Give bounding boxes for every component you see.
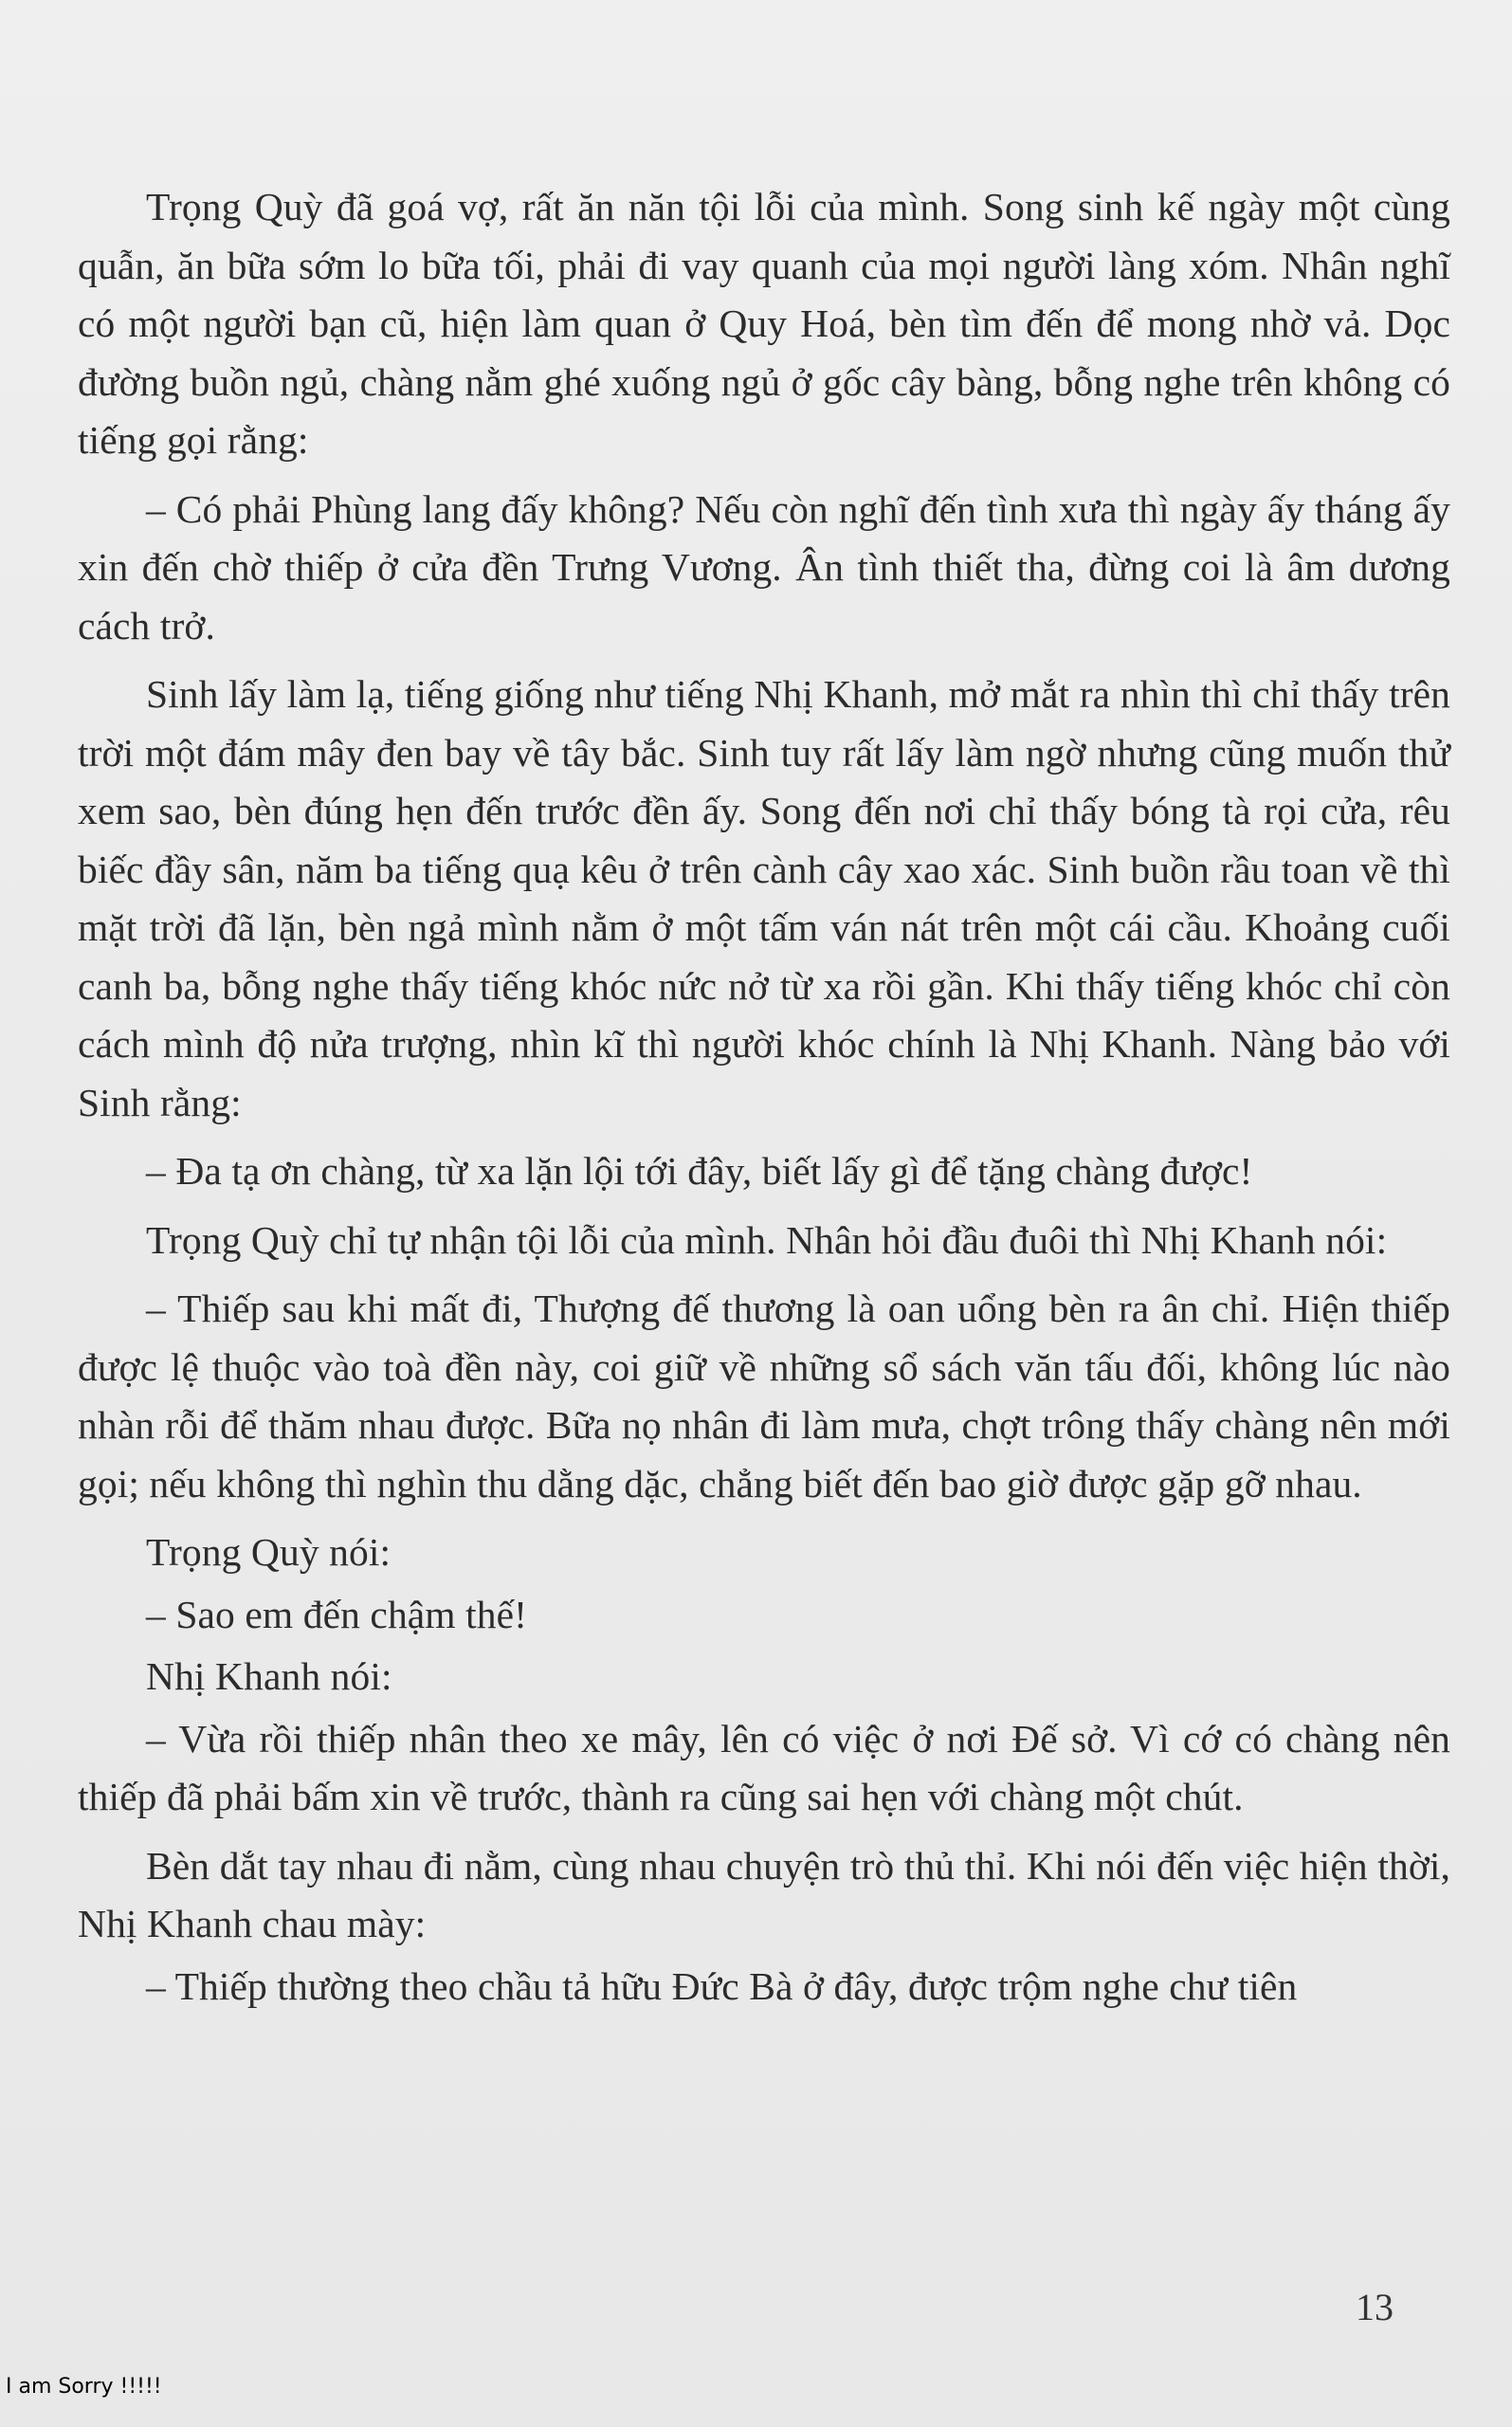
- page-number: 13: [1356, 2286, 1394, 2328]
- paragraph-10: – Vừa rồi thiếp nhân theo xe mây, lên có việc ở nơi Đế sở. Vì cớ có chàng nên thiếp đã phải bấm xin về trước, thành ra cũng sai hẹn với chàng một chút.: [78, 1716, 1450, 1818]
- paragraph-1: Trọng Quỳ đã goá vợ, rất ăn năn tội lỗi của mình. Song sinh kế ngày một cùng quẫn, ăn bữa sớm lo bữa tối, phải đi vay quanh của mọi người làng xóm. Nhân nghĩ có một người bạn cũ, hiện làm quan ở Quy Hoá, bèn tìm đến để mong nhờ vả. Dọc đường buồn ngủ, chàng nằm ghé xuống ngủ ở gốc cây bàng, bỗng nghe trên không có tiếng gọi rằng:: [78, 185, 1450, 462]
- paragraph-4: – Đa tạ ơn chàng, từ xa lặn lội tới đây, biết lấy gì để tặng chàng được!: [146, 1149, 1253, 1193]
- paragraph-5: Trọng Quỳ chỉ tự nhận tội lỗi của mình. Nhân hỏi đầu đuôi thì Nhị Khanh nói:: [146, 1217, 1388, 1262]
- paragraph-6: – Thiếp sau khi mất đi, Thượng đế thương là oan uổng bèn ra ân chỉ. Hiện thiếp được lệ thuộc vào toà đền này, coi giữ về những sổ sách văn tấu đối, không lúc nào nhàn rỗi để thăm nhau được. Bữa nọ nhân đi làm mưa, chợt trông thấy chàng nên mới gọi; nếu không thì nghìn thu dằng dặc, chẳng biết đến bao giờ được gặp gỡ nhau.: [78, 1286, 1450, 1505]
- paragraph-2: – Có phải Phùng lang đấy không? Nếu còn nghĩ đến tình xưa thì ngày ấy tháng ấy xin đến chờ thiếp ở cửa đền Trưng Vương. Ân tình thiết tha, đừng coi là âm dương cách trở.: [78, 486, 1450, 648]
- paragraph-8: – Sao em đến chậm thế!: [146, 1592, 528, 1636]
- caption-text: I am Sorry !!!!!: [6, 2375, 162, 2399]
- paragraph-3: Sinh lấy làm lạ, tiếng giống như tiếng Nhị Khanh, mở mắt ra nhìn thì chỉ thấy trên trời một đám mây đen bay về tây bắc. Sinh tuy rất lấy làm ngờ nhưng cũng muốn thử xem sao, bèn đúng hẹn đến trước đền ấy. Song đến nơi chỉ thấy bóng tà rọi cửa, rêu biếc đầy sân, năm ba tiếng quạ kêu ở trên cành cây xao xác. Sinh buồn rầu toan về thì mặt trời đã lặn, bèn ngả mình nằm ở một tấm ván nát trên một cái cầu. Khoảng cuối canh ba, bỗng nghe thấy tiếng khóc nức nở từ xa rồi gần. Khi thấy tiếng khóc chỉ còn cách mình độ nửa trượng, nhìn kĩ thì người khóc chính là Nhị Khanh. Nàng bảo với Sinh rằng:: [78, 672, 1450, 1124]
- paragraph-7: Trọng Quỳ nói:: [146, 1530, 392, 1574]
- body-text: [78, 178, 1450, 2026]
- paragraph-9: Nhị Khanh nói:: [146, 1654, 392, 1698]
- paragraph-12: – Thiếp thường theo chầu tả hữu Đức Bà ở đây, được trộm nghe chư tiên: [146, 1963, 1298, 2008]
- paragraph-11: Bèn dắt tay nhau đi nằm, cùng nhau chuyện trò thủ thỉ. Khi nói đến việc hiện thời, Nhị Khanh chau mày:: [78, 1843, 1450, 1945]
